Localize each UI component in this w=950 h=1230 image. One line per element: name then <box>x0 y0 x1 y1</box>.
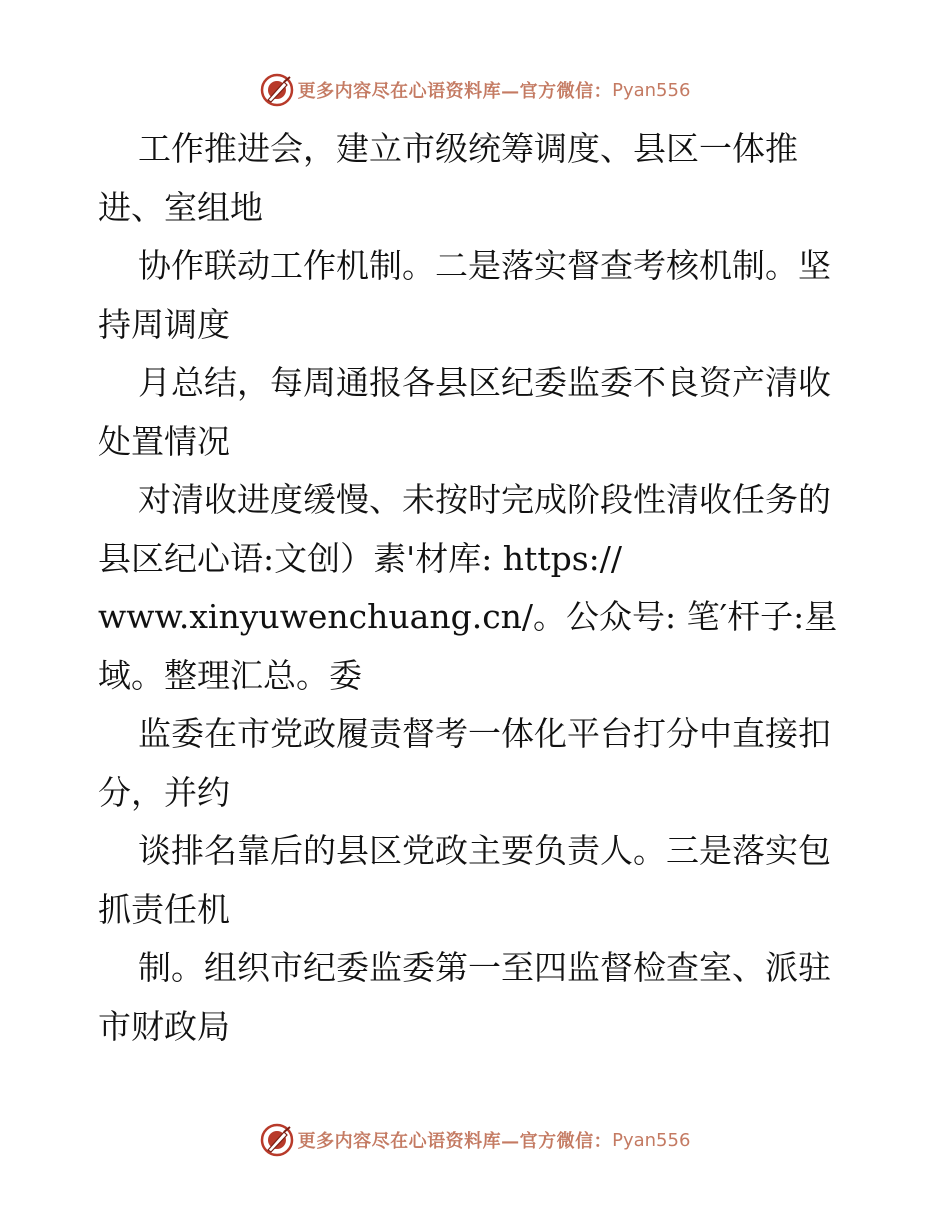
text-line: 分，并约 <box>98 772 230 812</box>
banner-text: 更多内容尽在心语资料库—官方微信： <box>297 81 613 102</box>
text-line: 监委在市党政履责督考一体化平台打分中直接扣 <box>138 714 831 753</box>
text-line: 工作推进会，建立市级统筹调度、县区一体推 <box>138 129 798 168</box>
text-line: 域。整理汇总。委 <box>98 655 362 695</box>
text-line: 持周调度 <box>98 304 230 344</box>
banner-wechat-handle: Pyan556 <box>612 79 691 101</box>
text-line: 处置情况 <box>98 421 230 461</box>
header-banner <box>0 70 950 110</box>
text-line: 制。组织市纪委监委第一至四监督检查室、派驻 <box>138 948 831 987</box>
text-line: 对清收进度缓慢、未按时完成阶段性清收任务的 <box>138 480 831 519</box>
quill-logo-icon <box>260 73 294 107</box>
document-body <box>98 120 858 1056</box>
text-line: 谈排名靠后的县区党政主要负责人。三是落实包 <box>138 831 831 870</box>
text-line: 进、室组地 <box>98 187 263 227</box>
text-line: 抓责任机 <box>98 889 230 929</box>
text-line: 协作联动工作机制。二是落实督查考核机制。坚 <box>138 246 831 285</box>
text-line: www.xinyuwenchuang.cn/。公众号: 笔′杆子:星 <box>98 597 838 636</box>
text-line: 月总结，每周通报各县区纪委监委不良资产清收 <box>138 363 831 402</box>
text-line: 市财政局 <box>98 1006 230 1046</box>
quill-logo-icon <box>260 1123 294 1157</box>
banner-wechat-handle: Pyan556 <box>612 1129 691 1151</box>
text-line: 县区纪心语:文创）素'材库: https:// <box>98 538 622 578</box>
footer-banner <box>0 1120 950 1160</box>
banner-text: 更多内容尽在心语资料库—官方微信： <box>297 1131 613 1152</box>
